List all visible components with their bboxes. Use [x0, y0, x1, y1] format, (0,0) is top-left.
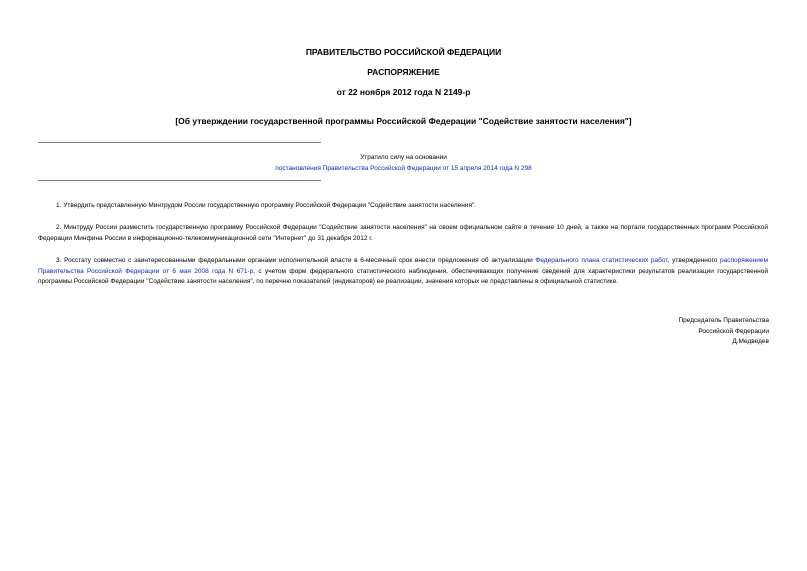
paragraph-2: 2. Минтруду России разместить государственную программу Российской Федерации "Содействие занятости населения" на своем официальном сайте в течение 10 дней, а также на портале государственных программ Российской Федерации Минфина России в информационно-телекоммуникационной сети "Интернет" до 31 декабря 2012 г.	[38, 224, 768, 242]
paragraph-3	[38, 256, 768, 288]
document-title: [Об утверждении государственной программы Российской Федерации "Содействие занятости населения"]	[175, 116, 632, 126]
divider-bottom	[38, 180, 321, 181]
paragraph-3-part-1: 3. Росстату совместно с заинтересованными федеральными органами исполнительной власти в 6-месячный срок внести предложения об актуализации	[56, 257, 536, 264]
paragraph-3-part-3: , с учетом форм федерального статистического наблюдения, обеспечивающих получение сведений для характеристики результатов реализации государственной программы Российской Федерации "Содействие занятости населения", по перечню показателей (индикаторов) ее реализации, значения которых не представлены в официальной статистике.	[38, 267, 769, 285]
paragraph-1: 1. Утвердить представленную Минтрудом России государственную программу Российской Федерации "Содействие занятости населения".	[56, 202, 477, 209]
repeal-notice-link[interactable]: постановления Правительства Российской Федерации от 15 апреля 2014 года N 298	[275, 165, 532, 172]
repeal-notice-text: Утратило силу на основании	[360, 154, 447, 161]
signature-position: Председатель Правительства	[678, 317, 769, 324]
signature-country: Российской Федерации	[698, 327, 769, 335]
government-order-671-link[interactable]: распоряжением Правительства Российской Федерации от 6 мая 2008 года N 671-р	[38, 257, 768, 275]
document-date-number: от 22 ноября 2012 года N 2149-р	[336, 87, 471, 97]
federal-statistics-plan-link[interactable]: Федерального плана статистических работ	[535, 257, 668, 264]
signature-name: Д.Медведев	[732, 338, 769, 345]
government-heading: ПРАВИТЕЛЬСТВО РОССИЙСКОЙ ФЕДЕРАЦИИ	[305, 47, 502, 57]
repeal-notice-line	[0, 164, 807, 174]
divider-top	[38, 142, 321, 143]
paragraph-3-part-2: , утвержденного	[667, 257, 721, 264]
document-type: РАСПОРЯЖЕНИЕ	[367, 67, 440, 77]
